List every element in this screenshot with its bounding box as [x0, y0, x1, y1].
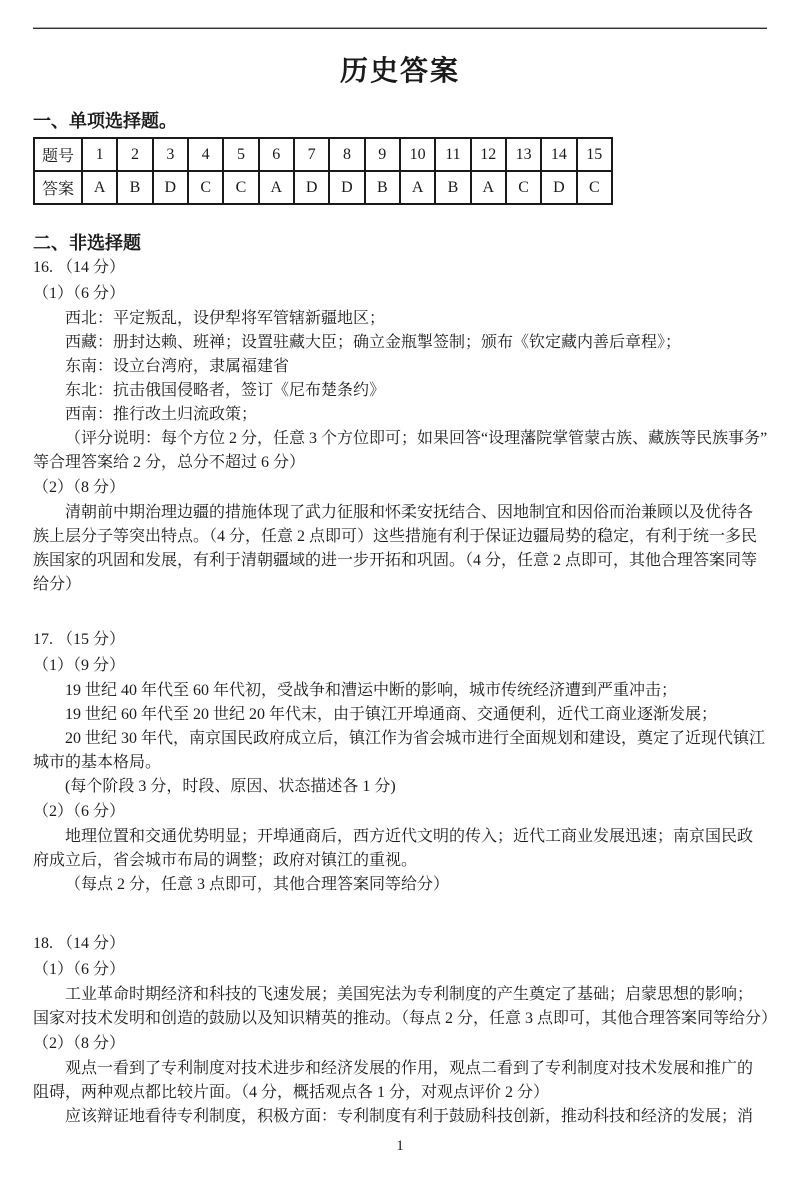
answer-line: 清朝前中期治理边疆的措施体现了武力征服和怀柔安抚结合、因地制宜和因俗而治兼顾以及优待各: [65, 504, 754, 521]
table-cell-answer: C: [577, 171, 612, 204]
table-cell-number: 5: [223, 138, 258, 171]
row-label-number: 题号: [34, 138, 82, 171]
part-label: （1）（9 分）: [33, 657, 126, 674]
answer-line: 城市的基本格局。: [33, 754, 162, 771]
question-17: [33, 627, 770, 897]
answer-line: 族国家的巩固和发展，有利于清朝疆域的进一步开拓和巩固。（4 分，任意 2 点即可，其他合理答案同等: [33, 552, 758, 569]
table-cell-number: 12: [471, 138, 506, 171]
part-label: （1）（6 分）: [33, 961, 126, 978]
table-cell-number: 7: [294, 138, 329, 171]
question-title: 17. （15 分）: [33, 631, 126, 648]
answer-line: 19 世纪 60 年代至 20 世纪 20 年代末，由于镇江开埠通商、交通便利，近代工商业逐渐发展；: [65, 706, 718, 723]
table-cell-number: 3: [153, 138, 188, 171]
section-heading-multiple-choice: 一、单项选择题。: [33, 111, 177, 131]
table-row-numbers: [34, 138, 612, 171]
question-18: [33, 931, 778, 1129]
table-cell-answer: C: [223, 171, 258, 204]
scoring-note: （评分说明：每个方位 2 分，任意 3 个方位即可；如果回答“设理藩院掌管蒙古族、藏族等民族事务”: [65, 430, 768, 447]
table-cell-answer: A: [471, 171, 506, 204]
table-cell-answer: B: [365, 171, 400, 204]
table-cell-answer: D: [541, 171, 576, 204]
question-16: [33, 255, 770, 597]
table-cell-answer: D: [294, 171, 329, 204]
answer-line: 东北：抗击俄国侵略者，签订《尼布楚条约》: [65, 382, 386, 399]
table-cell-answer: C: [506, 171, 541, 204]
table-cell-answer: C: [188, 171, 223, 204]
answer-line: 地理位置和交通优势明显；开埠通商后，西方近代文明的传入；近代工商业发展迅速；南京国民政: [65, 828, 754, 845]
question-title: 16. （14 分）: [33, 259, 126, 276]
table-cell-answer: B: [117, 171, 152, 204]
section-heading-free-response: 二、非选择题: [33, 233, 141, 253]
question-title: 18. （14 分）: [33, 935, 126, 952]
table-cell-number: 15: [577, 138, 612, 171]
answer-line: 20 世纪 30 年代，南京国民政府成立后，镇江作为省会城市进行全面规划和建设，奠定了近现代镇江: [65, 730, 766, 747]
table-cell-number: 13: [506, 138, 541, 171]
answer-line: 阻碍，两种观点都比较片面。（4 分，概括观点各 1 分，对观点评价 2 分）: [33, 1084, 550, 1101]
table-row-answers: [34, 171, 612, 204]
table-cell-number: 10: [400, 138, 435, 171]
answer-line: 西北：平定叛乱，设伊犁将军管辖新疆地区；: [65, 310, 386, 327]
answer-line: 应该辩证地看待专利制度，积极方面：专利制度有利于鼓励科技创新，推动科技和经济的发展；消: [65, 1108, 754, 1125]
row-label-answer: 答案: [34, 171, 82, 204]
table-cell-number: 6: [259, 138, 294, 171]
table-cell-answer: D: [329, 171, 364, 204]
answer-line: 给分）: [33, 576, 82, 593]
table-cell-answer: D: [153, 171, 188, 204]
table-cell-answer: A: [82, 171, 117, 204]
table-cell-number: 9: [365, 138, 400, 171]
scoring-note: (每个阶段 3 分，时段、原因、状态描述各 1 分): [65, 778, 396, 795]
scoring-note: 等合理答案给 2 分，总分不超过 6 分）: [33, 454, 306, 471]
answer-line: 西藏：册封达赖、班禅；设置驻藏大臣；确立金瓶掣签制；颁布《钦定藏内善后章程》；: [65, 334, 682, 351]
answer-table: [33, 137, 613, 205]
part-label: （2）（8 分）: [33, 1035, 126, 1052]
part-label: （1）（6 分）: [33, 285, 126, 302]
answer-line: 府成立后，省会城市布局的调整；政府对镇江的重视。: [33, 852, 418, 869]
page-number: 1: [396, 1138, 404, 1154]
answer-line: 东南：设立台湾府，隶属福建省: [65, 358, 290, 375]
part-label: （2）（8 分）: [33, 479, 126, 496]
table-cell-answer: A: [400, 171, 435, 204]
table-cell-answer: A: [259, 171, 294, 204]
table-cell-number: 8: [329, 138, 364, 171]
page-title: 历史答案: [339, 55, 460, 86]
answer-line: 19 世纪 40 年代至 60 年代初，受战争和漕运中断的影响，城市传统经济遭到严重冲击；: [65, 682, 678, 699]
answer-line: 西南：推行改土归流政策；: [65, 406, 258, 423]
table-cell-number: 1: [82, 138, 117, 171]
table-cell-number: 11: [435, 138, 470, 171]
answer-line: 观点一看到了专利制度对技术进步和经济发展的作用，观点二看到了专利制度对技术发展和推广的: [65, 1060, 754, 1077]
answer-line: 国家对技术发明和创造的鼓励以及知识精英的推动。（每点 2 分，任意 3 点即可，其他合理答案同等给分）: [33, 1010, 778, 1027]
table-cell-number: 2: [117, 138, 152, 171]
header-rule: [33, 27, 767, 29]
table-cell-number: 14: [541, 138, 576, 171]
answer-line: 工业革命时期经济和科技的飞速发展；美国宪法为专利制度的产生奠定了基础；启蒙思想的影响；: [65, 986, 754, 1003]
part-label: （2）（6 分）: [33, 803, 126, 820]
table-cell-answer: B: [435, 171, 470, 204]
table-cell-number: 4: [188, 138, 223, 171]
answer-line: 族上层分子等突出特点。（4 分，任意 2 点即可）这些措施有利于保证边疆局势的稳定，有利于统一多民: [33, 528, 758, 545]
scoring-note: （每点 2 分，任意 3 点即可，其他合理答案同等给分）: [65, 876, 450, 893]
